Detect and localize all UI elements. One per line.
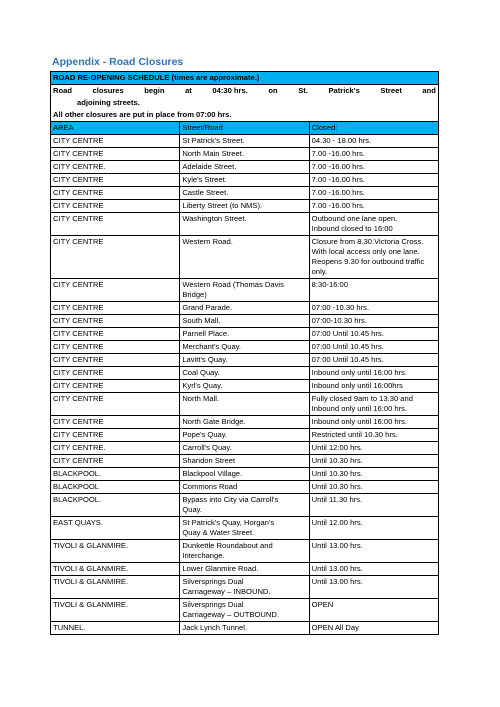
column-header-street: Street/Road (180, 122, 309, 135)
area-cell: EAST QUAYS. (51, 517, 180, 540)
note-word: Street (380, 86, 402, 95)
table-row (51, 517, 439, 540)
street-cell: Merchant's Quay. (180, 341, 309, 354)
street-cell: North Main Street. (180, 148, 309, 161)
schedule-header-row (51, 72, 439, 85)
street-cell: Shandon Street (180, 455, 309, 468)
note-word: Patrick's (328, 86, 360, 95)
area-cell: CITY CENTRE. (51, 161, 180, 174)
closed-cell: 07:00 -10.30 hrs. (309, 302, 438, 315)
closed-cell: 8:30-16:00 (309, 279, 438, 302)
column-header-closed: Closed: (309, 122, 438, 135)
note-word: and (422, 86, 436, 95)
closed-cell: Restricted until 10.30 hrs. (309, 429, 438, 442)
note-word: at (185, 86, 192, 95)
area-cell: CITY CENTRE (51, 302, 180, 315)
street-cell: Western Road. (180, 236, 309, 279)
closed-cell: Until 12:00 hrs. (309, 442, 438, 455)
page-title: Appendix - Road Closures (52, 56, 184, 68)
note-line-3: All other closures are put in place from 07:00 hrs. (51, 109, 439, 122)
area-cell: CITY CENTRE (51, 174, 180, 187)
closed-cell: 7.00 -16.00 hrs. (309, 161, 438, 174)
closed-cell: Inbound only until 16:00hrs (309, 380, 438, 393)
area-cell: CITY CENTRE (51, 315, 180, 328)
closed-cell: 07:00 Until 10.45 hrs. (309, 328, 438, 341)
closed-cell: Inbound only until 16:00 hrs. (309, 367, 438, 380)
area-cell: TIVOLI & GLANMIRE. (51, 563, 180, 576)
note-row-2 (51, 97, 439, 109)
area-cell: CITY CENTRE (51, 416, 180, 429)
closed-cell: 04.30 - 18.00 hrs. (309, 135, 438, 148)
street-cell: North Gate Bridge. (180, 416, 309, 429)
schedule-header: ROAD RE-OPENING SCHEDULE (times are approximate.) (51, 72, 439, 85)
note-word: 04:30 hrs. (212, 86, 248, 95)
street-cell: Castle Street. (180, 187, 309, 200)
closed-cell: 7.00 -16.00 hrs. (309, 174, 438, 187)
table-row (51, 393, 439, 416)
area-cell: CITY CENTRE (51, 148, 180, 161)
street-cell: Dunkettle Roundabout and Interchange. (180, 540, 309, 563)
table-row (51, 341, 439, 354)
note-word: closures (92, 86, 124, 95)
area-cell: CITY CENTRE (51, 213, 180, 236)
area-cell: TIVOLI & GLANMIRE. (51, 540, 180, 563)
area-cell: CITY CENTRE (51, 200, 180, 213)
closed-cell: Until 13.00 hrs. (309, 563, 438, 576)
closed-cell: 7.00 -16.00 hrs. (309, 200, 438, 213)
street-cell: St Patrick's Quay, Horgan's Quay & Water Street. (180, 517, 309, 540)
area-cell: CITY CENTRE (51, 367, 180, 380)
closed-cell: Until 12.00 hrs. (309, 517, 438, 540)
area-cell: BLACKPOOL. (51, 468, 180, 481)
area-cell: CITY CENTRE (51, 328, 180, 341)
closed-cell: Inbound only until 16:00 hrs. (309, 416, 438, 429)
street-cell: Grand Parade. (180, 302, 309, 315)
closed-cell: 07:00-10.30 hrs. (309, 315, 438, 328)
table-row (51, 599, 439, 622)
table-row (51, 135, 439, 148)
closed-cell: 7.00 -16.00 hrs. (309, 148, 438, 161)
column-header-row (51, 122, 439, 135)
table-row (51, 442, 439, 455)
street-cell: North Mall. (180, 393, 309, 416)
street-cell: Washington Street. (180, 213, 309, 236)
table-row (51, 148, 439, 161)
area-cell: CITY CENTRE. (51, 442, 180, 455)
area-cell: CITY CENTRE (51, 380, 180, 393)
street-cell: Coal Quay. (180, 367, 309, 380)
table-row (51, 279, 439, 302)
note-row-1 (51, 85, 439, 98)
table-row (51, 200, 439, 213)
street-cell: Liberty Street (to NMS). (180, 200, 309, 213)
street-cell: Silversprings Dual Carriageway – INBOUND. (180, 576, 309, 599)
note-row-3 (51, 109, 439, 122)
closed-cell: Until 13.00 hrs. (309, 540, 438, 563)
note-line-2: adjoining streets. (77, 98, 140, 107)
column-header-area: AREA (51, 122, 180, 135)
street-cell: Pope's Quay. (180, 429, 309, 442)
table-row (51, 213, 439, 236)
closed-cell: Until 10.30 hrs. (309, 481, 438, 494)
closed-cell: Until 13.00 hrs. (309, 576, 438, 599)
area-cell: BLACKPOOL (51, 481, 180, 494)
street-cell: Kyrl's Quay. (180, 380, 309, 393)
area-cell: BLACKPOOL. (51, 494, 180, 517)
closed-cell: 07:00 Until 10.45 hrs. (309, 341, 438, 354)
closed-cell: Outbound one lane open. Inbound closed to 16:00 (309, 213, 438, 236)
area-cell: CITY CENTRE (51, 455, 180, 468)
area-cell: CITY CENTRE (51, 236, 180, 279)
street-cell: Lower Glanmire Road. (180, 563, 309, 576)
table-row (51, 455, 439, 468)
street-cell: Parnell Place. (180, 328, 309, 341)
note-line-1 (51, 85, 439, 98)
table-row (51, 328, 439, 341)
table-row (51, 367, 439, 380)
area-cell: CITY CENTRE (51, 279, 180, 302)
table-row (51, 354, 439, 367)
street-cell: Silversprings Dual Carriageway – OUTBOUND. (180, 599, 309, 622)
table-row (51, 468, 439, 481)
street-cell: Lavitt's Quay. (180, 354, 309, 367)
note-line-1-words (53, 86, 436, 96)
street-cell: Commons Road (180, 481, 309, 494)
street-cell: Adelaide Street. (180, 161, 309, 174)
note-word: on (268, 86, 278, 95)
note-word: St. (298, 86, 308, 95)
street-cell: Kyle's Street. (180, 174, 309, 187)
table-row (51, 174, 439, 187)
table-row (51, 187, 439, 200)
closed-cell: Fully closed 9am to 13.30 and Inbound only until 16:00 hrs. (309, 393, 438, 416)
table-row (51, 161, 439, 174)
table-row (51, 236, 439, 279)
table-row (51, 302, 439, 315)
area-cell: CITY CENTRE (51, 341, 180, 354)
closed-cell: Closure from 8.30.Victoria Cross. With local access only one lane. Reopens 9.30 for outbound traffic only. (309, 236, 438, 279)
street-cell: South Mall. (180, 315, 309, 328)
closed-cell: OPEN (309, 599, 438, 622)
table-row (51, 494, 439, 517)
area-cell: CITY CENTRE (51, 429, 180, 442)
table-row (51, 380, 439, 393)
street-cell: Bypass into City via Carroll's Quay. (180, 494, 309, 517)
table-row (51, 429, 439, 442)
area-cell: TUNNEL. (51, 622, 180, 635)
table-body (51, 72, 439, 635)
table-row (51, 576, 439, 599)
table-row (51, 540, 439, 563)
street-cell: Jack Lynch Tunnel. (180, 622, 309, 635)
closed-cell: 07:00 Until 10.45 hrs. (309, 354, 438, 367)
closed-cell: 7.00 -16.00 hrs. (309, 187, 438, 200)
road-closures-table (50, 71, 439, 635)
closed-cell: Until 10.30 hrs. (309, 468, 438, 481)
table-row (51, 481, 439, 494)
area-cell: CITY CENTRE (51, 354, 180, 367)
street-cell: Carroll's Quay. (180, 442, 309, 455)
closed-cell: Until 10.30 hrs. (309, 455, 438, 468)
table-row (51, 563, 439, 576)
closed-cell: Until 11.30 hrs. (309, 494, 438, 517)
table-row (51, 315, 439, 328)
area-cell: CITY CENTRE (51, 135, 180, 148)
closed-cell: OPEN All Day (309, 622, 438, 635)
area-cell: TIVOLI & GLANMIRE. (51, 599, 180, 622)
street-cell: St Patrick's Street. (180, 135, 309, 148)
note-word: begin (144, 86, 165, 95)
area-cell: CITY CENTRE (51, 187, 180, 200)
note-word: Road (53, 86, 72, 95)
table-row (51, 416, 439, 429)
area-cell: TIVOLI & GLANMIRE. (51, 576, 180, 599)
street-cell: Western Road (Thomas Davis Bridge) (180, 279, 309, 302)
area-cell: CITY CENTRE (51, 393, 180, 416)
table-row (51, 622, 439, 635)
street-cell: Blackpool Village. (180, 468, 309, 481)
